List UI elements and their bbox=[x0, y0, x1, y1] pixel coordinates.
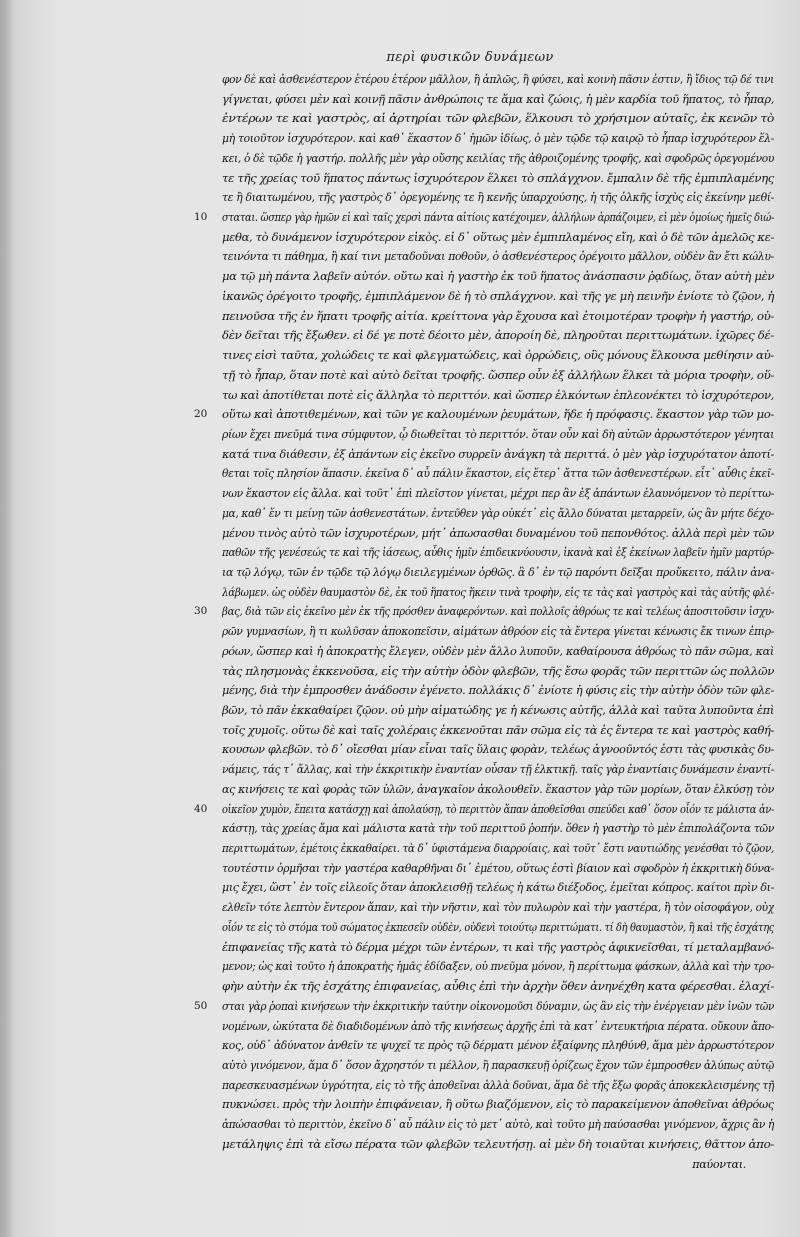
text-line: παθῶν τῆς γενέσεώς τε καὶ τῆς ἰάσεως, αὖθις ἡμῖν ἐπιδεικνύουσιν, ἱκανὰ καὶ ἐξ ἐκείνων λαβεῖν ἡμῖν μαρτύρ- bbox=[222, 546, 774, 560]
text-line: ρῶν γυμνασίων, ἢ τι κωλῦσαν ἀποκοπεῖσιν, αἱμάτων ἀθρόον εἰς τὰ ἔντερα γίνεται κένωσις ἔκ τινων ἐπιρ- bbox=[222, 625, 774, 639]
text-line: ρίων ἔχει πνεῦμά τινα σύμφυτον, ᾧ διωθεῖται τὸ περιττόν. ὅταν οὖν καὶ δὴ αὐτῶν ἀρρωστότερον γένηται bbox=[222, 427, 774, 441]
text-line: ας κινήσεις τε καὶ φορὰς τῶν ὑλῶν, ἀναγκαῖον ἀκολουθεῖν. ἕκαστον γὰρ τῶν μορίων, ὅταν ἑλκύσῃ τὸν bbox=[222, 782, 774, 796]
text-line: τε ἢ διαιτωμένου, τῆς γαστρὸς δ᾽ ὀρεγομένης τε ἢ κενῆς ὑπαρχούσης, ἡ τῆς ὁλκῆς ἰσχὺς εἰς ἐκείνην μεθί- bbox=[222, 191, 774, 205]
text-line: μις ἔχει, ὥστ᾽ ἐν τοῖς εἰλεοῖς ὅταν ἀποκλεισθῇ τελέως ἡ κάτω διέξοδος, ἐμεῖται κόπρος. καίτοι πρὶν δι- bbox=[222, 881, 774, 895]
binding-gutter-shadow bbox=[0, 0, 14, 1237]
text-line: τε τῆς χρείας τοῦ ἥπατος πάντως ἰσχυρότερον ἕλκει τὸ σπλάγχνον. ἔμπαλιν δὲ τῆς ἐμπιπλαμένης bbox=[222, 171, 774, 185]
text-line: ἱκανῶς ὀρέγοιτο τροφῆς, ἐμπιπλάμενον δὲ ἡ τὸ σπλάγχνον. καὶ τῆς γε μὴ πεινῆν ἐνίοτε τὸ ζῷον, ἡ bbox=[222, 289, 774, 303]
line-number: 20 bbox=[194, 408, 208, 421]
line-number: 50 bbox=[194, 999, 208, 1012]
line-number: 30 bbox=[194, 605, 208, 618]
text-line: αὐτὸ γινόμενον, ἅμα δ᾽ ὅσον ἄχρηστόν τι μέλλον, ἢ παρασκευῇ ὀρίζεως ἔχον τῶν ἐμπροσθεν ἀλύπως αὐτῷ bbox=[222, 1058, 774, 1072]
body-text bbox=[222, 70, 774, 1174]
text-line: κάστῃ, τὰς χρείας ἅμα καὶ μάλιστα κατὰ τὴν τοῦ περιττοῦ ῥοπήν. ὅθεν ἡ γαστὴρ τὸ μὲν ἐπιπολάζοντα τῶν bbox=[222, 822, 774, 836]
text-line: ἐπιφανείας τῆς κατὰ τὸ δέρμα μέχρι τῶν ἐντέρων, τι καὶ τῆς γαστρὸς ἀφικνεῖσθαι, τί μεταλαμβανό- bbox=[222, 940, 774, 954]
text-line: μενον; ὡς καὶ τοῦτο ἡ ἀποκρατὴς ἡμᾶς ἐδίδαξεν, οὐ πνεῦμα μόνον, ἢ περίττωμα φάσκων, ἀλλὰ καὶ τὴν τρο- bbox=[222, 960, 774, 974]
text-line: βῶν, τὸ πᾶν ἐκκαθαίρει ζῷον. οὐ μὴν αἱματώδης γε ἡ κένωσις αὐτῆς, ἀλλὰ καὶ ταῦτα λυποῦντα ἐπὶ bbox=[222, 704, 774, 717]
line-number: 40 bbox=[194, 802, 208, 815]
text-line: παρεσκευασμένων ὑγρότητα, εἰς τὸ τῆς ἀποθεῖναι ἀλλὰ δοῦναι, ἅμα δὲ τῆς ἔξω φορᾶς ἀποκεκλεισμένης τῇ bbox=[222, 1078, 774, 1092]
text-line: δὲν δεῖται τῆς ἔξωθεν. εἰ δέ γε ποτὲ δέοιτο μὲν, ἀποροίη δὲ, πληροῦται περιττωμάτων. ἰχῶρες δέ- bbox=[222, 329, 774, 343]
text-line: ια τῷ λόγῳ, τῶν ἐν τῷδε τῷ λόγῳ διειλεγμένων ὀρθῶς. ἃ δ᾽ ἐν τῷ παρόντι δεῖξαι προὔκειτο, πάλιν ἀνα- bbox=[222, 565, 774, 579]
text-line: τω καὶ ἀποτίθεται ποτὲ εἰς ἄλληλα τὸ περιττόν. καὶ ὥσπερ ἑλκόντων ἐπλεονέκτει τὸ ἰσχυρότερον, bbox=[222, 388, 774, 402]
text-line: μετάληψις ἐπὶ τὰ εἴσω πέρατα τῶν φλεβῶν τελευτήσῃ. αἱ μὲν δὴ τοιαῦται κινήσεις, θᾶττον ἀπο- bbox=[222, 1137, 774, 1151]
text-line: θεται τοῖς πλησίον ἅπασιν. ἐκεῖνα δ᾽ αὖ πάλιν ἕκαστον, εἰς ἕτερ᾽ ἄττα τῶν ἀσθενεστέρων. εἶτ᾽ αὖθις ἐκεῖ- bbox=[222, 467, 774, 481]
text-line: πεινοῦσα τῆς ἐν ἥπατι τροφῆς αἰτία. κρείττονα γὰρ ἔχουσα καὶ ἑτοιμοτέραν τροφὴν ἡ γαστήρ, οὐ- bbox=[222, 309, 774, 323]
text-line: φον δὲ καὶ ἀσθενέστερον ἑτέρου ἑτέρον μᾶλλον, ἢ ἁπλῶς, ἢ φύσει, καὶ κοινὴ πᾶσιν ἐστιν, ἢ ἴδιος τῷ δέ τινι bbox=[222, 73, 774, 86]
text-line: λάβωμεν. ὡς οὐδὲν θαυμαστὸν δὲ, ἐκ τοῦ ἥπατος ἥκειν τινὰ τροφὴν, εἰς τε τὰς καὶ γαστρὸς καὶ τὰς αὐτῆς φλέ- bbox=[222, 585, 774, 599]
text-line: περιττωμάτων, ἐμέτοις ἐκκαθαίρει. τὰ δ᾽ ὑφιστάμενα διαρροίαις, καὶ τοῦτ᾽ ἔστι ναυτιώδης γενέσθαι τὸ ζῷον, bbox=[222, 842, 774, 856]
text-line: μα, καθ᾽ ἕν τι μείνῃ τῶν ἀσθενεστάτων. ἐντεῦθεν γὰρ οὐκέτ᾽ εἰς ἄλλο δύναται μεταρρεῖν, ὡς ἂν μήτε δέχο- bbox=[222, 506, 774, 520]
text-line: ρόων, ὥσπερ καὶ ἡ ἀποκρατὴς ἔλεγεν, οὐδὲν μὲν ἄλλο λυποῦν, καθαίρουσα ἀθρόως τὸ πᾶν σῶμα, καὶ bbox=[222, 644, 774, 658]
text-line: σταται. ὥσπερ γὰρ ἡμῶν εἰ καὶ ταῖς χερσὶ πάντα αἰτίοις κατέχοιμεν, ἀλλήλων ἁρπάζοιμεν, εἰ μὲν ὁμοίως ἡμεῖς διώ- bbox=[222, 211, 774, 225]
text-line: μεθα, τὸ δυνάμενον ἰσχυρότερον εἰκὸς. εἰ δ᾽ οὕτως μὲν ἐμπιπλαμένος εἴη, καὶ ὁ δὲ τῶν ἀμελῶς κε- bbox=[222, 230, 774, 244]
text-line: κει, ὁ δὲ τῷδε ἡ γαστήρ. πολλῆς μὲν γὰρ οὔσης κειλίας τῆς ἀθροιζομένης τροφῆς, καὶ σφοδρῶς ὀρεγομένου bbox=[222, 151, 774, 165]
text-line: ελθεῖν τότε λεπτὸν ἔντερον ἅπαν, καὶ τὴν νῆστιν, καὶ τὸν πυλωρὸν καὶ τὴν γαστέρα, ἢ τὸν οἰσοφάγον, οὐχ bbox=[222, 901, 774, 915]
text-line: τὰς πλησμονὰς ἐκκενοῦσα, εἰς τὴν αὐτὴν ὁδὸν φλεβῶν, τῆς ἔσω φορᾶς τῶν περιττῶν ὡς πολλῶν bbox=[222, 664, 774, 678]
text-line: τινες εἰσὶ ταῦτα, χολώδεις τε καὶ φλεγματώδεις, καὶ ὀρρώδεις, οὓς μόνους ἕλκουσα μεθίησιν αὐ- bbox=[222, 349, 774, 363]
text-line: νάμεις, τάς τ᾽ ἄλλας, καὶ τὴν ἐκκριτικὴν ἐναντίαν οὖσαν τῇ ἑλκτικῇ. ταῖς γὰρ ἐναντίαις δυνάμεσιν ἐναντί- bbox=[222, 763, 774, 777]
text-line: τοῖς χυμοῖς. οὕτω δὲ καὶ ταῖς χολέραις ἐκκενοῦται πᾶν σῶμα εἰς τὰ ἐς ἔντερα τε καὶ γαστρὸς καθή- bbox=[222, 723, 774, 737]
running-head-text: περὶ φυσικῶν δυνάμεων bbox=[386, 50, 554, 65]
text-line: τεινόντα τι πάθημα, ἢ καί τινι μεταδοῦναι ποθοῦν, ὁ ἀσθενέστερος ὀρέγοιτο μᾶλλον, οὐδὲν ἂν ἔτι κώλυ- bbox=[222, 250, 774, 264]
text-line: οἷόν τε εἰς τὸ στόμα τοῦ σώματος ἐκπεσεῖν οὐδὲν, οὐδενὶ τοιούτῳ περιττώματι. τί δὴ θαυμαστὸν, ἢ καὶ τῆς ἐσχάτης bbox=[222, 920, 774, 934]
text-line: ἐντέρων τε καὶ γαστρὸς, αἱ ἀρτηρίαι τῶν φλεβῶν, ἕλκουσι τὸ χρήσιμον αὐταῖς, ἐκ κενῶν τὸ bbox=[222, 112, 774, 126]
text-line: μένης, διὰ τὴν ἐμπροσθεν ἀνάδοσιν ἐγένετο. πολλάκις δ᾽ ἐνίοτε ἡ φύσις εἰς τὴν αὐτὴν ὁδὸν τῶν φλε- bbox=[222, 684, 774, 698]
text-line: οἰκεῖον χυμὸν, ἔπειτα κατάσχῃ καὶ ἀπολαύσῃ, τὸ περιττὸν ἅπαν ἀποθεῖσθαι σπεύδει καθ᾽ ὅσον οἷόν τε μάλιστα ἀν- bbox=[222, 802, 774, 816]
text-line: τουτέστιν ὁρμῆσαι τὴν γαστέρα καθαρθῆναι δι᾽ ἐμέτου, οὕτως ἐστὶ βίαιον καὶ σφοδρὸν ἡ ἐκκριτικὴ δύνα- bbox=[222, 861, 774, 875]
text-line: οὕτω καὶ ἀποτιθεμένων, καὶ τῶν γε καλουμένων ῥευμάτων, ἥδε ἡ πρόφασις. ἕκαστον γὰρ τῶν μο- bbox=[222, 408, 774, 422]
text-line: μένου τινὸς αὐτὸ τῶν ἰσχυροτέρων, μήτ᾽ ἀπωσασθαι δυναμένου τοῦ πεπονθότος. ἀλλὰ περὶ μὲν τῶν bbox=[222, 526, 774, 540]
text-line: τῇ τὸ ἧπαρ, ὅταν ποτὲ καὶ αὐτὸ δεῖται τροφῆς. ὥσπερ οὖν ἐξ ἀλλήλων ἕλκει τὰ μόρια τροφὴν, οὕ- bbox=[222, 368, 774, 382]
text-line: φὴν αὐτὴν ἐκ τῆς ἐσχάτης ἐπιφανείας, αὖθις ἐπὶ τὴν ἀρχὴν ὅθεν ἀνηνέχθη κατα φέρεσθαι. ἐλαχί- bbox=[222, 980, 774, 994]
text-line: βας, διὰ τῶν εἰς ἐκεῖνο μὲν ἐκ τῆς πρόσθεν ἀναφερόντων. καὶ πολλοῖς ἀθρόως τε καὶ τελέως ἀποσιτοῦσιν ἰσχυ- bbox=[222, 605, 774, 619]
running-head bbox=[0, 50, 800, 65]
text-line: κουσων φλεβῶν. τὸ δ᾽ οἴεσθαι μίαν εἶναι ταῖς ὕλαις φορὰν, τελέως ἀγνοοῦντός ἐστι τὰς φυσικὰς δυ- bbox=[222, 743, 774, 757]
text-line: παύονται. bbox=[692, 1157, 746, 1171]
text-line: νων ἕκαστον εἰς ἄλλα. καὶ τοῦτ᾽ ἐπὶ πλεῖστον γίνεται, μέχρι περ ἂν ἐξ ἁπάντων ἐλαυνόμενον τὸ περίττω- bbox=[222, 487, 774, 501]
text-line: μὴ τοιοῦτον ἰσχυρότερον. καὶ καθ᾽ ἕκαστον δ᾽ ἡμῶν ἰδίως, ὁ μὲν τῷδε τῷ καιρῷ τὸ ἧπαρ ἰσχυρότερον ἕλ- bbox=[222, 132, 774, 146]
line-number: 10 bbox=[194, 211, 208, 224]
text-line: σται γὰρ ῥοπαὶ κινήσεων τὴν ἐκκριτικὴν ταύτην οἰκονομοῦσι δύναμιν, ὡς ἂν εἰς τὴν ἐνέργειαν μὲν ἰνῶν τῶν bbox=[222, 999, 774, 1013]
text-line: ἀπώσασθαι τὸ περιττὸν, ἐκεῖνο δ᾽ αὖ πάλιν εἰς τὸ μετ᾽ αὐτὸ, καὶ τοῦτο μὴ παύσασθαι γινόμενον, ἄχρις ἂν ἡ bbox=[222, 1118, 774, 1132]
text-line: κος, οὐδ᾽ ἀδύνατον ἀνθεῖν τε ψυχεῖ τε πρὸς τῷ δέρματι μένον ἐξαίφνης πληθύνθ, ἅμα μὲν ἀρρωστότερον bbox=[222, 1039, 774, 1053]
text-line: νομένων, ὠκύτατα δὲ διαδιδομένων ἀπὸ τῆς κινήσεως ἀρχῆς ἐπὶ τὰ κατ᾽ ἐντευκτήρια πέρατα. οὔκουν ἄπο- bbox=[222, 1019, 774, 1033]
text-line: γίγνεται, φύσει μὲν καὶ κοινῇ πᾶσιν ἀνθρώποις τε ἅμα καὶ ζώοις, ἡ μὲν καρδία τοῦ ἥπατος, τὸ ἧπαρ, bbox=[222, 92, 774, 106]
text-line: πυκνώσει. πρὸς τὴν λοιπὴν ἐπιφάνειαν, ἢ οὕτω βιαζόμενον, εἰς τὸ παρακείμενον ἀποθεῖναι ἀθρόως bbox=[222, 1098, 774, 1112]
text-line: μα τῷ μὴ πάντα λαβεῖν αὐτόν. οὕτω καὶ ἡ γαστὴρ ἐκ τοῦ ἥπατος ἀνάσπασιν ῥᾳδίως, ὅταν αὐτὴ μὲν bbox=[222, 270, 774, 284]
text-line: κατά τινα διάθεσιν, ἐξ ἁπάντων εἰς ἐκεῖνο συρρεῖν ἀνάγκη τὰ περιττά. ὁ μὲν γὰρ ἰσχυρότατον ἀποτί- bbox=[222, 447, 774, 461]
